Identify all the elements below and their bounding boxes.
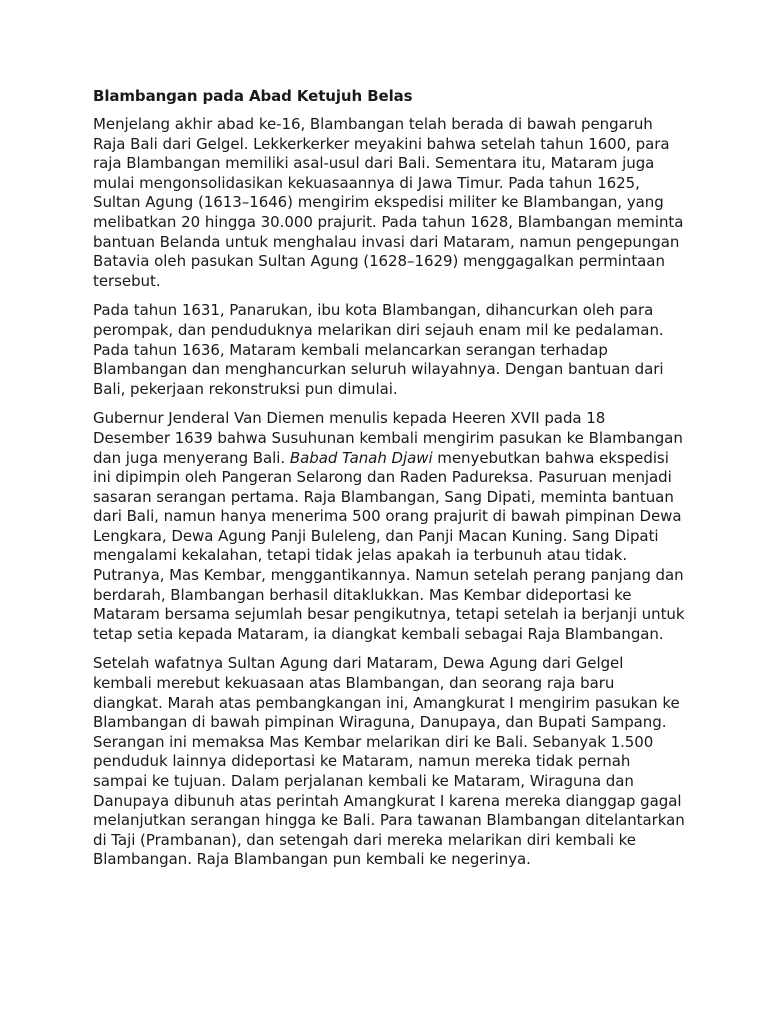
paragraph-3 bbox=[93, 409, 685, 644]
section-heading: Blambangan pada Abad Ketujuh Belas bbox=[93, 87, 413, 105]
document-page bbox=[93, 86, 685, 880]
paragraph-3-text-before: Gubernur Jenderal Van Diemen menulis kepada Heeren XVII pada 18 Desember 1639 bahwa Susuhunan kembali mengirim pasukan ke Blambangan dan juga menyerang Bali. bbox=[93, 409, 683, 467]
paragraph-2: Pada tahun 1631, Panarukan, ibu kota Blambangan, dihancurkan oleh para perompak, dan penduduknya melarikan diri sejauh enam mil ke pedalaman. Pada tahun 1636, Mataram kembali melancarkan serangan terhadap Blambangan dan menghancurkan seluruh wilayahnya. Dengan bantuan dari Bali, pekerjaan rekonstruksi pun dimulai. bbox=[93, 301, 664, 398]
paragraph-3-text-after: menyebutkan bahwa ekspedisi ini dipimpin oleh Pangeran Selarong dan Raden Padureksa. Pasuruan menjadi sasaran serangan pertama. Raja Blambangan, Sang Dipati, meminta bantuan dari Bali, namun hanya menerima 500 orang prajurit di bawah pimpinan Dewa Lengkara, Dewa Agung Panji Buleleng, dan Panji Macan Kuning. Sang Dipati mengalami kekalahan, tetapi tidak jelas apakah ia terbunuh atau tidak. Putranya, Mas Kembar, menggantikannya. Namun setelah perang panjang dan berdarah, Blambangan berhasil ditaklukkan. Mas Kembar dideportasi ke Mataram bersama sejumlah besar pengikutnya, tetapi setelah ia berjanji untuk tetap setia kepada Mataram, ia diangkat kembali sebagai Raja Blambangan. bbox=[93, 448, 685, 643]
paragraph-1: Menjelang akhir abad ke-16, Blambangan telah berada di bawah pengaruh Raja Bali dari Gelgel. Lekkerkerker meyakini bahwa setelah tahun 1600, para raja Blambangan memiliki asal-usul dari Bali. Sementara itu, Mataram juga mulai mengonsolidasikan kekuasaannya di Jawa Timur. Pada tahun 1625, Sultan Agung (1613–1646) mengirim ekspedisi militer ke Blambangan, yang melibatkan 20 hingga 30.000 prajurit. Pada tahun 1628, Blambangan meminta bantuan Belanda untuk menghalau invasi dari Mataram, namun pengepungan Batavia oleh pasukan Sultan Agung (1628–1629) menggagalkan permintaan tersebut. bbox=[93, 115, 684, 290]
paragraph-4: Setelah wafatnya Sultan Agung dari Mataram, Dewa Agung dari Gelgel kembali merebut kekuasaan atas Blambangan, dan seorang raja baru diangkat. Marah atas pembangkangan ini, Amangkurat I mengirim pasukan ke Blambangan di bawah pimpinan Wiraguna, Danupaya, dan Bupati Sampang. Serangan ini memaksa Mas Kembar melarikan diri ke Bali. Sebanyak 1.500 penduduk lainnya dideportasi ke Mataram, namun mereka tidak pernah sampai ke tujuan. Dalam perjalanan kembali ke Mataram, Wiraguna dan Danupaya dibunuh atas perintah Amangkurat I karena mereka dianggap gagal melanjutkan serangan hingga ke Bali. Para tawanan Blambangan ditelantarkan di Taji (Prambanan), dan setengah dari mereka melarikan diri kembali ke Blambangan. Raja Blambangan pun kembali ke negerinya. bbox=[93, 654, 685, 869]
book-title-italic: Babad Tanah Djawi bbox=[289, 448, 433, 467]
